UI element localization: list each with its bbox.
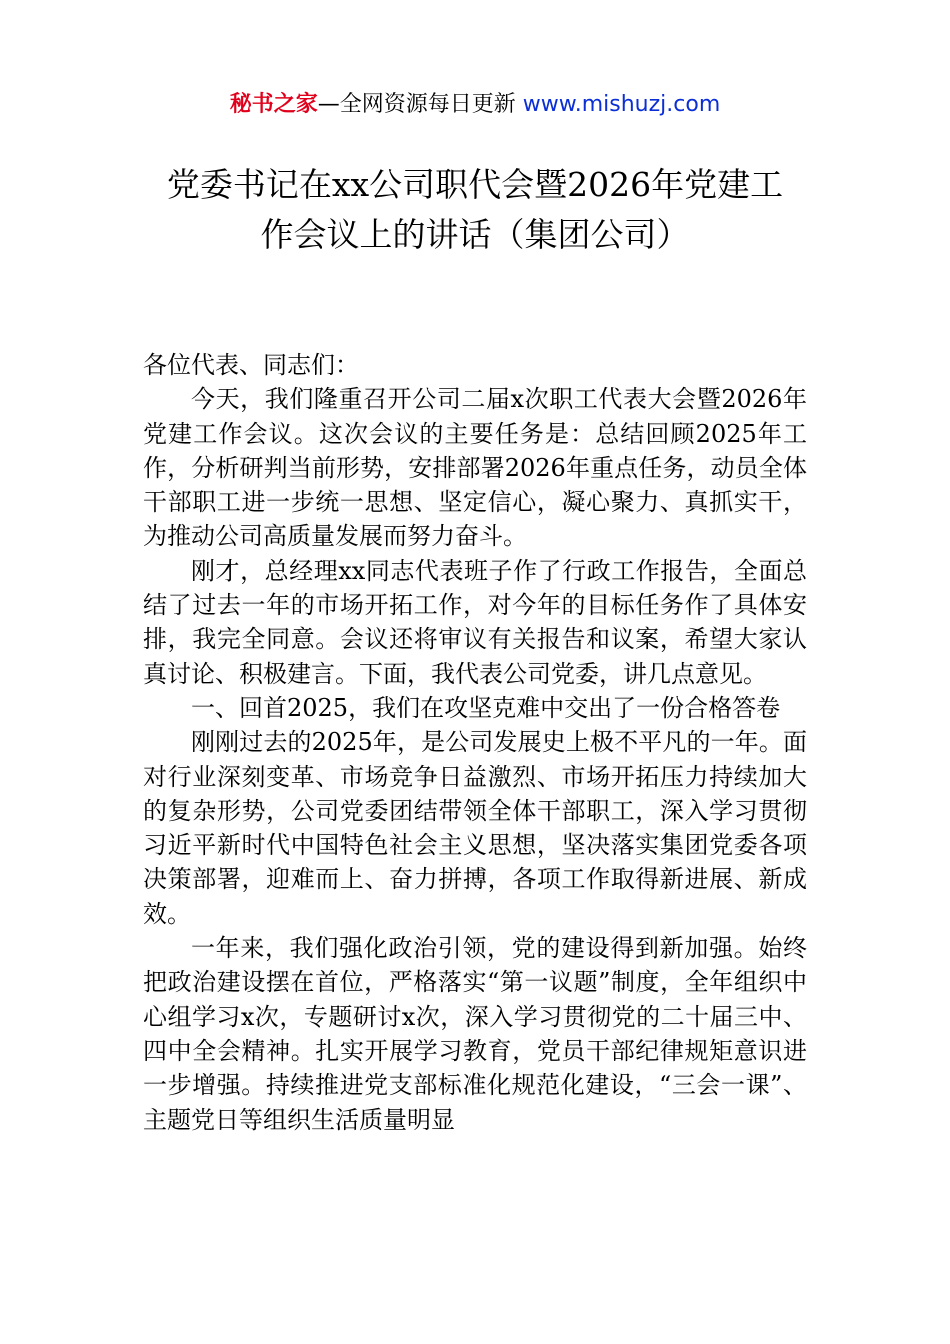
paragraph-1: 今天，我们隆重召开公司二届x次职工代表大会暨2026年党建工作会议。这次会议的主要任务是：总结回顾2025年工作，分析研判当前形势，安排部署2026年重点任务，动员全体干部职工进一步统一思想、坚定信心，凝心聚力、真抓实干，为推动公司高质量发展而努力奋斗。 [143, 385, 807, 551]
paragraph-2: 刚才，总经理xx同志代表班子作了行政工作报告，全面总结了过去一年的市场开拓工作，对今年的目标任务作了具体安排，我完全同意。会议还将审议有关报告和议案，希望大家认真讨论、积极建言。下面，我代表公司党委，讲几点意见。 [143, 556, 807, 688]
document-title [130, 160, 820, 260]
title-line-1: 党委书记在xx公司职代会暨2026年党建工 [166, 165, 784, 204]
title-line-2: 作会议上的讲话（集团公司） [260, 215, 690, 254]
site-header [0, 88, 950, 122]
site-brand: 秘书之家 [229, 92, 318, 117]
document-body [143, 348, 807, 1137]
site-slogan: —全网资源每日更新 [317, 92, 523, 117]
paragraph-4: 一年来，我们强化政治引领，党的建设得到新加强。始终把政治建设摆在首位，严格落实“第一议题”制度，全年组织中心组学习x次，专题研讨x次，深入学习贯彻党的二十届三中、四中全会精神。扎实开展学习教育，党员干部纪律规矩意识进一步增强。持续推进党支部标准化规范化建设，“三会一课”、主题党日等组织生活质量明显 [143, 934, 807, 1134]
site-url-link[interactable]: www.mishuzj.com [522, 92, 721, 117]
paragraph-3: 刚刚过去的2025年，是公司发展史上极不平凡的一年。面对行业深刻变革、市场竞争日益激烈、市场开拓压力持续加大的复杂形势，公司党委团结带领全体干部职工，深入学习贯彻习近平新时代中国特色社会主义思想，坚决落实集团党委各项决策部署，迎难而上、奋力拼搏，各项工作取得新进展、新成效。 [143, 728, 807, 928]
section-heading-1: 一、回首2025，我们在攻坚克难中交出了一份合格答卷 [191, 693, 781, 722]
salutation: 各位代表、同志们： [143, 351, 359, 379]
